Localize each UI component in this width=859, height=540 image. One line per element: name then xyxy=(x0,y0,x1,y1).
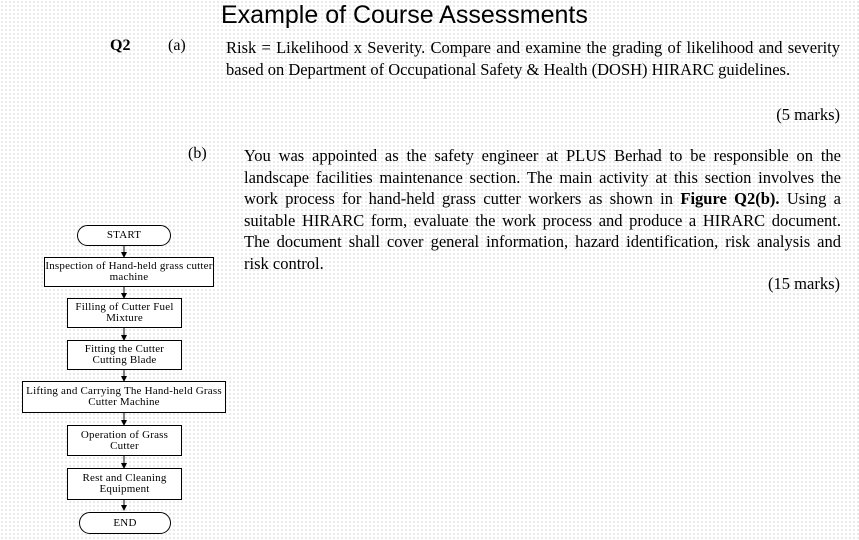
page-title: Example of Course Assessments xyxy=(221,1,588,29)
part-b-text xyxy=(244,145,841,274)
flowchart xyxy=(0,0,240,540)
flowchart-end: END xyxy=(79,512,171,534)
flowchart-step-blade: Fitting the Cutter Cutting Blade xyxy=(67,340,182,370)
part-b-marks: (15 marks) xyxy=(768,274,840,293)
part-b-text-after: Using a suitable HIRARC form, evaluate the work process and produce a HIRARC document. The document shall cover general information, hazard identification, risk analysis and risk control. xyxy=(244,189,841,273)
flowchart-step-fuel: Filling of Cutter Fuel Mixture xyxy=(67,298,182,328)
part-b-text-before: You was appointed as the safety engineer at PLUS Berhad to be responsible on the landscape facilities maintenance section. The main activity at this section involves the work process for hand-held grass cutter workers as shown in xyxy=(244,146,841,208)
part-a-text: Risk = Likelihood x Severity. Compare and examine the grading of likelihood and severity based on Department of Occupational Safety & Health (DOSH) HIRARC guidelines. xyxy=(226,38,840,79)
flowchart-step-cleaning: Rest and Cleaning Equipment xyxy=(67,468,182,500)
flowchart-step-inspection: Inspection of Hand-held grass cutter machine xyxy=(44,257,214,287)
part-b-label: (b) xyxy=(188,145,207,162)
part-a-label: (a) xyxy=(168,37,186,54)
question-number: Q2 xyxy=(110,37,131,54)
figure-reference: Figure Q2(b). xyxy=(680,189,780,208)
part-a-marks: (5 marks) xyxy=(776,105,840,124)
flowchart-start: START xyxy=(77,225,171,246)
flowchart-step-operation: Operation of Grass Cutter xyxy=(67,425,182,456)
flowchart-step-lifting: Lifting and Carrying The Hand-held Grass Cutter Machine xyxy=(22,381,226,413)
